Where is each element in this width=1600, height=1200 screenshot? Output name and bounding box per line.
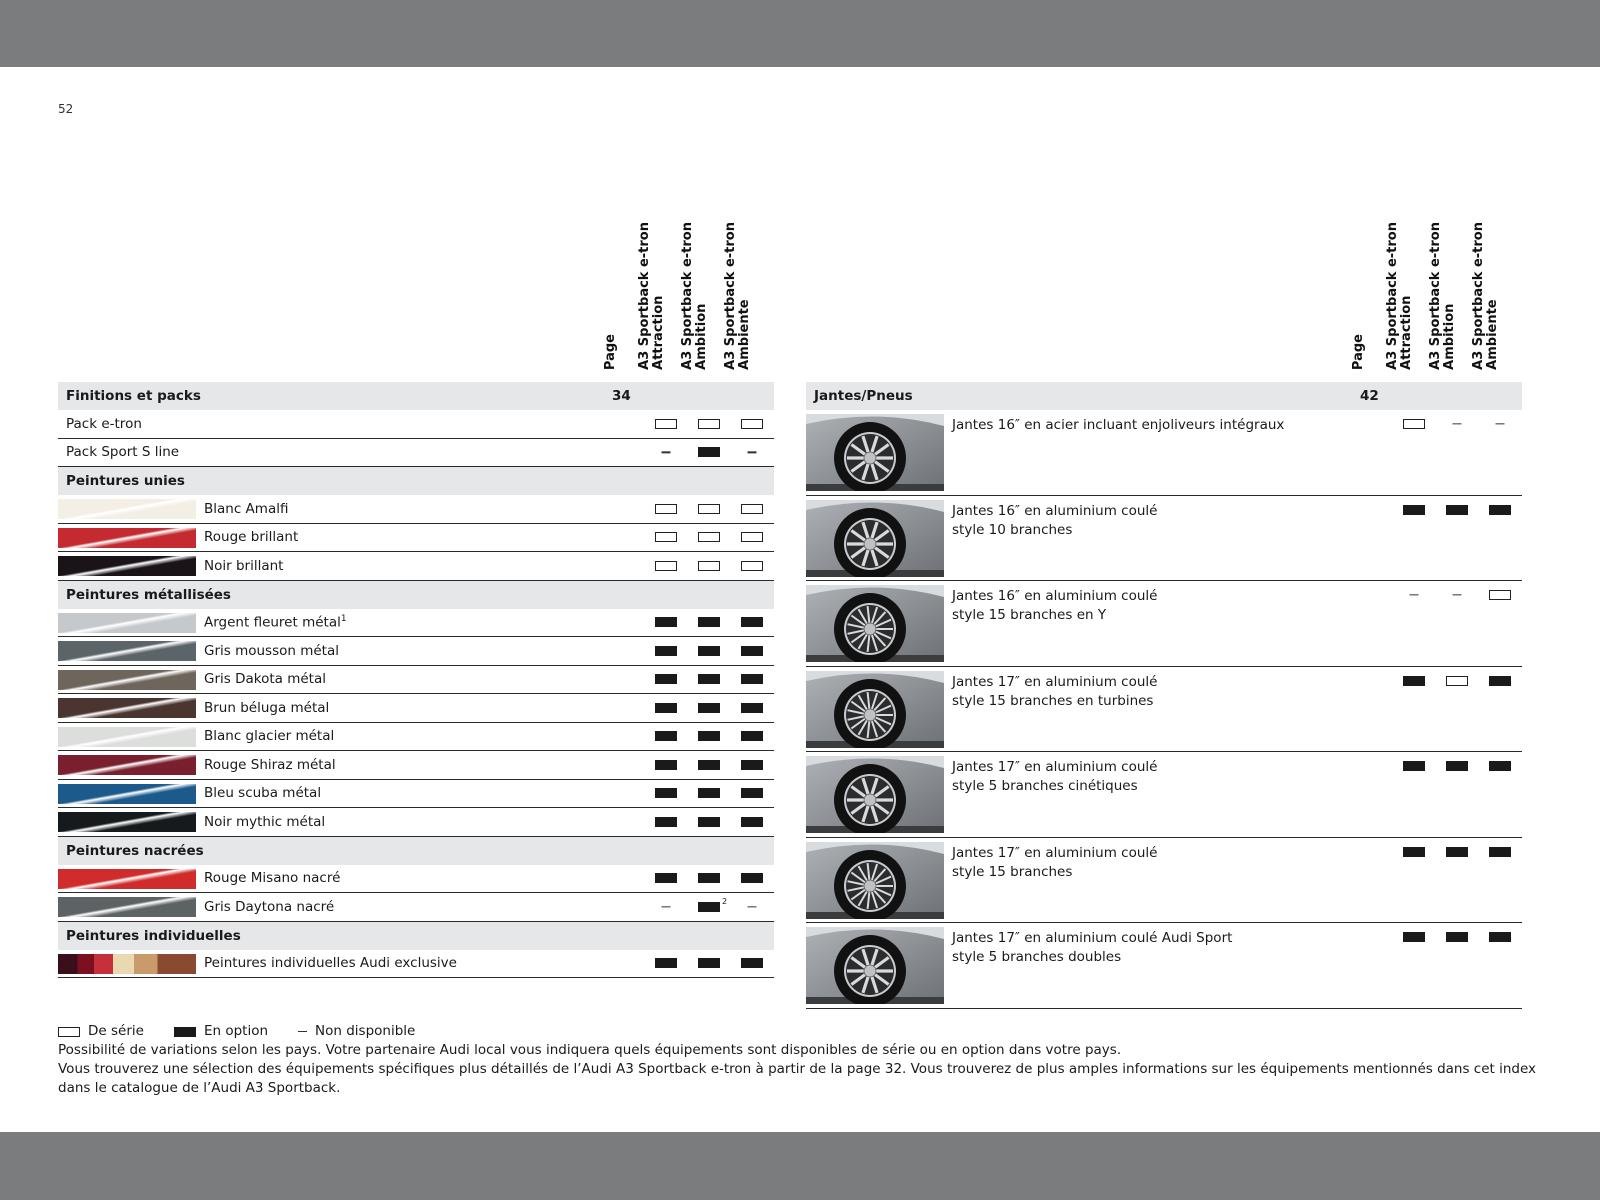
wheel-row — [806, 581, 1522, 667]
row-label — [204, 870, 340, 886]
color-swatch — [58, 727, 196, 747]
option-marker — [655, 703, 677, 713]
section-peintures-unies — [58, 467, 774, 495]
option-marker — [1489, 932, 1511, 942]
row-label — [204, 785, 321, 801]
header-ambiente-right: A3 Sportback e-tron Ambiente — [1471, 222, 1500, 370]
row-label-text: Blanc Amalfi — [204, 500, 289, 517]
wheels-table — [806, 167, 1522, 1009]
row-label-text: Noir brillant — [204, 557, 284, 574]
row-label — [204, 558, 283, 574]
row-label-text: Noir mythic métal — [204, 813, 326, 830]
row-label — [204, 529, 298, 545]
wheel-description — [952, 502, 1157, 540]
table-row — [58, 808, 774, 837]
wheel-description-line2: style 15 branches en turbines — [952, 692, 1154, 709]
row-label — [204, 671, 326, 687]
unavailable-marker — [748, 452, 757, 453]
option-marker — [1489, 847, 1511, 857]
standard-marker — [655, 504, 677, 514]
wheel-row — [806, 496, 1522, 582]
wheel-image — [806, 585, 944, 662]
row-label-text: Bleu scuba métal — [204, 785, 322, 802]
option-marker — [698, 617, 720, 627]
color-swatch — [58, 556, 196, 576]
option-marker — [1446, 761, 1468, 771]
wheel-description-line1: Jantes 16″ en aluminium coulé — [952, 588, 1158, 604]
option-marker — [655, 873, 677, 883]
row-label-text: Peintures individuelles Audi exclusive — [204, 955, 457, 972]
color-swatch — [58, 499, 196, 519]
option-marker — [698, 902, 720, 912]
standard-marker — [655, 561, 677, 571]
option-marker — [741, 760, 763, 770]
standard-marker — [1446, 676, 1468, 686]
option-marker — [1489, 761, 1511, 771]
standard-marker — [741, 419, 763, 429]
standard-marker — [741, 504, 763, 514]
row-label-text: Brun béluga métal — [204, 699, 330, 716]
table-row — [58, 865, 774, 894]
row-label — [204, 728, 334, 744]
legend-note-2: Vous trouverez une sélection des équipements spécifiques plus détaillés de l’Audi A3 Sportback e-tron à partir de la page 32. Vous trouverez de plus amples informations sur les équipements mentionnés dans cet index dans le catalogue de l’Audi A3 Sportback. — [58, 1061, 1537, 1096]
section-peintures-individuelles-title: Peintures individuelles — [66, 927, 241, 944]
wheel-image — [806, 414, 944, 491]
option-marker — [741, 646, 763, 656]
unavailable-marker — [662, 906, 671, 907]
row-label-text: Rouge Shiraz métal — [204, 756, 336, 773]
table-row — [58, 893, 774, 922]
option-marker — [741, 958, 763, 968]
wheel-row — [806, 752, 1522, 838]
wheel-description-line1: Jantes 16″ en acier incluant enjoliveurs intégraux — [952, 417, 1285, 433]
table-row — [58, 723, 774, 752]
option-marker — [1446, 847, 1468, 857]
option-marker — [741, 703, 763, 713]
option-marker — [698, 788, 720, 798]
wheel-row — [806, 410, 1522, 496]
option-marker — [655, 617, 677, 627]
standard-marker — [1489, 590, 1511, 600]
catalogue-page — [0, 67, 1600, 1132]
legend-unavailable: Non disponible — [298, 1022, 415, 1041]
wheel-description-line1: Jantes 17″ en aluminium coulé — [952, 759, 1158, 775]
option-marker — [741, 817, 763, 827]
standard-marker — [741, 561, 763, 571]
row-label-text: Gris mousson métal — [204, 642, 339, 659]
header-attraction-right: A3 Sportback e-tron Attraction — [1385, 222, 1414, 370]
row-label — [204, 757, 336, 773]
table-row — [58, 524, 774, 553]
section-jantes-pneus: Jantes/Pneus 42 — [806, 382, 1522, 410]
option-marker — [655, 760, 677, 770]
option-marker — [741, 674, 763, 684]
option-marker — [655, 646, 677, 656]
wheel-description-line1: Jantes 16″ en aluminium coulé — [952, 502, 1158, 519]
unavailable-marker — [662, 452, 671, 453]
row-label — [204, 955, 457, 971]
standard-marker — [698, 504, 720, 514]
option-marker — [741, 731, 763, 741]
option-marker — [1403, 932, 1425, 942]
option-marker — [655, 817, 677, 827]
standard-marker — [1403, 419, 1425, 429]
row-label-text: Gris Dakota métal — [204, 671, 326, 688]
option-marker — [1403, 676, 1425, 686]
footnote-ref: 2 — [722, 897, 728, 906]
wheel-image — [806, 927, 944, 1004]
wheel-description-line2: style 5 branches cinétiques — [952, 778, 1138, 794]
table-row — [58, 751, 774, 780]
option-marker — [698, 873, 720, 883]
footnote-ref: 1 — [340, 614, 347, 624]
column-headers-right — [806, 167, 1522, 382]
wheel-description — [952, 587, 1157, 625]
section-finitions-packs-page-ref: 34 — [612, 388, 631, 404]
color-swatch — [58, 698, 196, 718]
header-page-right: Page — [1351, 333, 1366, 370]
header-ambition: A3 Sportback e-tron Ambition — [680, 222, 709, 370]
standard-marker — [698, 419, 720, 429]
legend — [58, 1022, 1538, 1098]
option-marker — [655, 788, 677, 798]
wheel-description-line1: Jantes 17″ en aluminium coulé — [952, 673, 1158, 690]
wheel-image — [806, 671, 944, 748]
section-peintures-individuelles — [58, 922, 774, 950]
unavailable-marker — [748, 906, 757, 907]
standard-marker — [698, 532, 720, 542]
wheel-description-line1: Jantes 17″ en aluminium coulé — [952, 844, 1158, 861]
table-row — [58, 694, 774, 723]
paint-table — [58, 167, 774, 978]
color-swatch — [58, 641, 196, 661]
wheel-description-line2: style 15 branches — [952, 863, 1073, 880]
color-swatch — [58, 528, 196, 548]
option-marker — [698, 731, 720, 741]
header-attraction: A3 Sportback e-tron Attraction — [637, 222, 666, 370]
color-swatch — [58, 613, 196, 633]
wheel-row — [806, 667, 1522, 753]
row-label — [204, 899, 334, 915]
option-marker — [741, 617, 763, 627]
wheel-description-line2: style 10 branches — [952, 521, 1073, 538]
section-peintures-metallisees-title: Peintures métallisées — [66, 586, 231, 603]
table-row — [58, 439, 774, 468]
unavailable-marker — [1453, 423, 1462, 424]
row-label — [204, 814, 325, 830]
section-finitions-packs-title: Finitions et packs — [66, 388, 201, 404]
option-marker — [655, 674, 677, 684]
row-label-text: Rouge brillant — [204, 529, 299, 546]
section-page-ref: 42 — [1360, 388, 1379, 404]
color-swatch — [58, 670, 196, 690]
unavailable-marker — [1453, 594, 1462, 595]
table-row — [58, 666, 774, 695]
legend-option: En option — [174, 1022, 268, 1041]
row-label — [204, 501, 288, 517]
legend-note-1: Possibilité de variations selon les pays. Votre partenaire Audi local vous indiquera quels équipements sont disponibles de série ou en option dans votre pays. — [58, 1042, 1122, 1058]
wheel-description — [952, 416, 1284, 435]
column-headers — [58, 167, 774, 382]
row-label — [204, 643, 339, 659]
standard-marker — [741, 532, 763, 542]
wheel-description — [952, 758, 1157, 796]
table-row — [58, 950, 774, 979]
row-label-text: Argent fleuret métal — [204, 614, 341, 631]
option-marker — [655, 731, 677, 741]
row-label: Pack Sport S line — [66, 444, 180, 461]
wheels-table-body — [806, 410, 1522, 1009]
wheel-image — [806, 500, 944, 577]
standard-marker — [698, 561, 720, 571]
table-row — [58, 609, 774, 638]
color-swatch — [58, 897, 196, 917]
table-row — [58, 780, 774, 809]
row-label — [204, 614, 347, 631]
row-label: Pack e-tron — [66, 415, 142, 432]
color-swatch — [58, 755, 196, 775]
standard-marker — [655, 419, 677, 429]
wheel-row — [806, 923, 1522, 1009]
option-marker — [698, 760, 720, 770]
color-swatch — [58, 954, 196, 974]
option-marker — [1403, 761, 1425, 771]
color-swatch — [58, 812, 196, 832]
wheel-row — [806, 838, 1522, 924]
option-marker — [698, 817, 720, 827]
option-marker — [1489, 676, 1511, 686]
table-row — [58, 552, 774, 581]
wheel-description — [952, 929, 1232, 967]
option-marker — [741, 873, 763, 883]
option-marker — [1446, 932, 1468, 942]
header-ambition-right: A3 Sportback e-tron Ambition — [1428, 222, 1457, 370]
option-marker — [1403, 505, 1425, 515]
option-marker — [1446, 505, 1468, 515]
wheel-description-line1: Jantes 17″ en aluminium coulé Audi Sport — [952, 930, 1233, 946]
section-finitions-packs — [58, 382, 774, 410]
section-peintures-nacrees — [58, 837, 774, 865]
unavailable-marker — [1410, 594, 1419, 595]
wheel-image — [806, 842, 944, 919]
color-swatch — [58, 784, 196, 804]
option-marker — [698, 674, 720, 684]
wheel-description-line2: style 15 branches en Y — [952, 607, 1107, 623]
table-row — [58, 410, 774, 439]
standard-marker — [655, 532, 677, 542]
option-marker — [698, 703, 720, 713]
wheel-image — [806, 756, 944, 833]
color-swatch — [58, 869, 196, 889]
option-marker — [1403, 847, 1425, 857]
row-label-text: Gris Daytona nacré — [204, 898, 335, 915]
section-peintures-nacrees-title: Peintures nacrées — [66, 842, 204, 859]
option-marker — [1489, 505, 1511, 515]
wheel-description — [952, 673, 1157, 711]
header-page: Page — [603, 333, 618, 370]
table-row — [58, 495, 774, 524]
table-row — [58, 637, 774, 666]
page-number: 52 — [58, 102, 74, 116]
unavailable-marker — [1496, 423, 1505, 424]
option-marker — [698, 646, 720, 656]
header-ambiente: A3 Sportback e-tron Ambiente — [723, 222, 752, 370]
section-peintures-metallisees — [58, 581, 774, 609]
legend-standard: De série — [58, 1022, 144, 1041]
section-peintures-unies-title: Peintures unies — [66, 473, 185, 489]
option-marker — [698, 958, 720, 968]
option-marker — [655, 958, 677, 968]
row-label-text: Blanc glacier métal — [204, 728, 335, 745]
wheel-description-line2: style 5 branches doubles — [952, 949, 1122, 965]
row-label-text: Rouge Misano nacré — [204, 870, 341, 887]
option-marker — [741, 788, 763, 798]
row-label — [204, 700, 329, 716]
paint-table-body — [58, 382, 774, 978]
option-marker — [698, 447, 720, 457]
wheel-description — [952, 844, 1157, 882]
